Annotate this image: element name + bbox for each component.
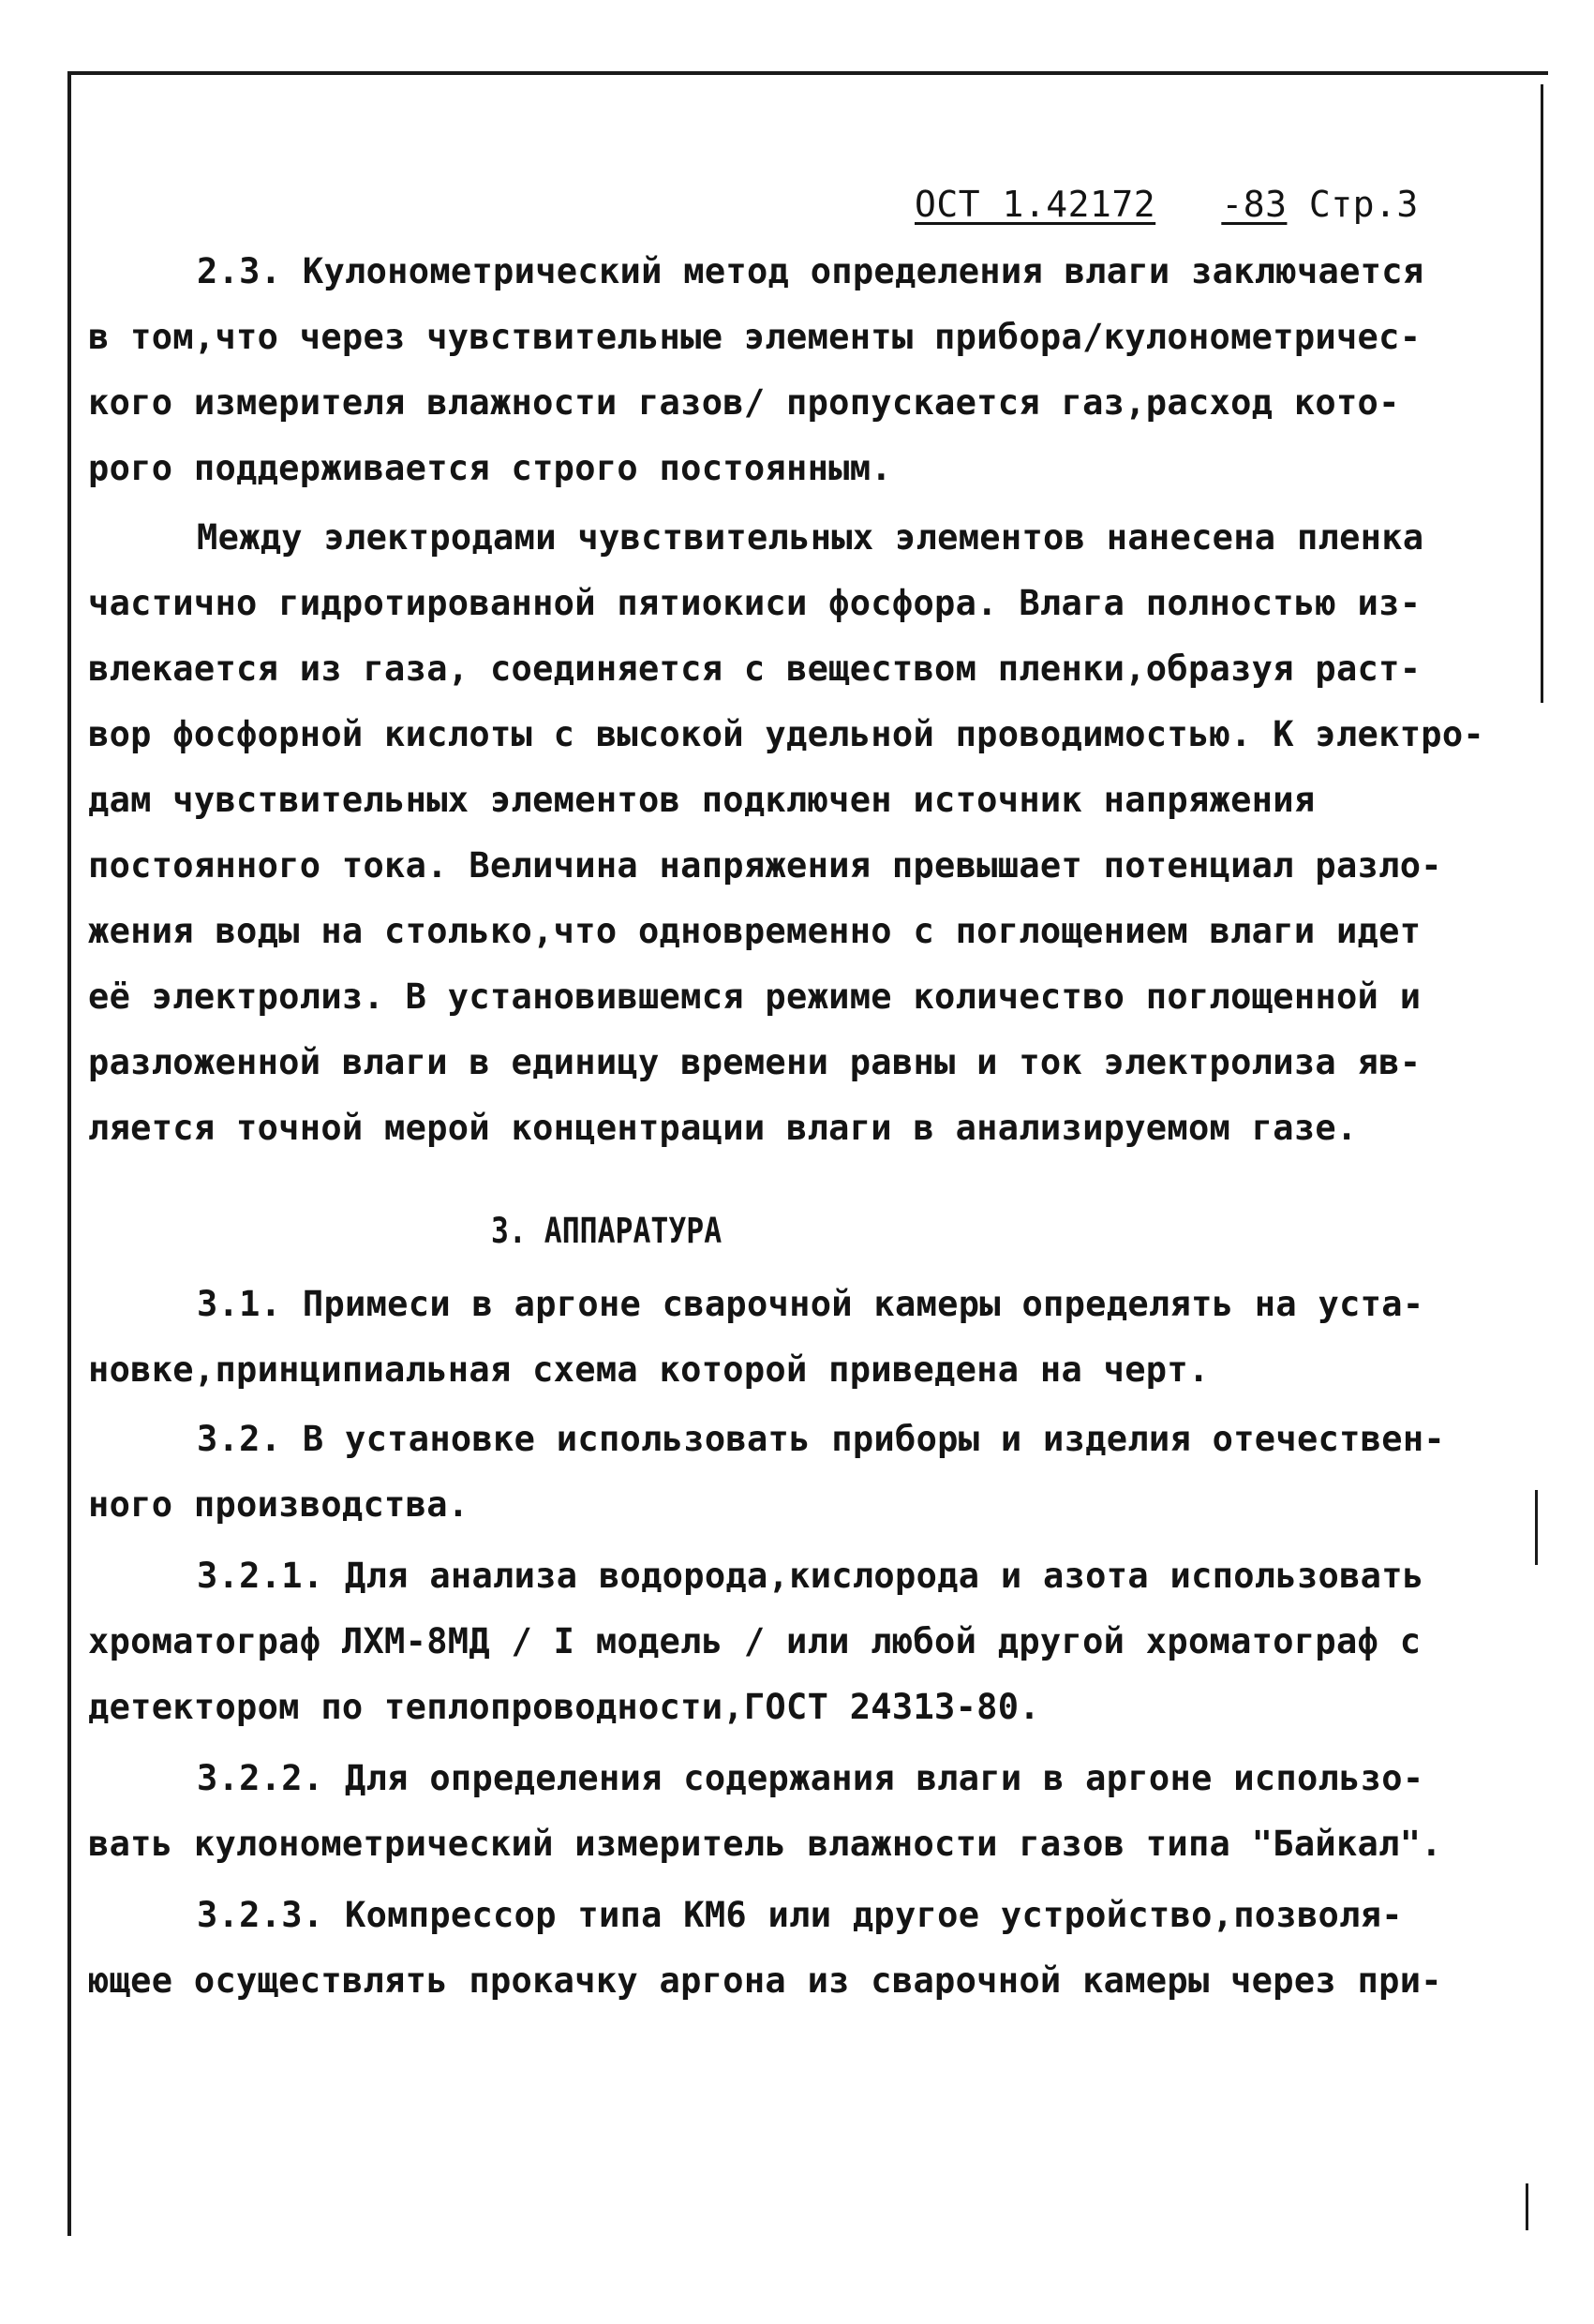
section-heading: 3. АППАРАТУРА [491,1211,723,1251]
text-line: детектором по теплопроводности,ГОСТ 24313-80. [88,1687,1040,1727]
text-line: разложенной влаги в единицу времени равны и ток электролиза яв- [88,1042,1422,1082]
text-line: влекается из газа, соединяется с веществом пленки,образуя раст- [88,648,1422,689]
page-frame-right-mark [1535,1490,1538,1565]
text-line: в том,что через чувствительные элементы прибора/кулонометричес- [88,317,1422,357]
text-line: Между электродами чувствительных элементов нанесена пленка [197,517,1424,558]
text-line: 3.2.1. Для анализа водорода,кислорода и азота использовать [197,1556,1424,1596]
text-line: 3.1. Примеси в аргоне сварочной камеры определять на уста- [197,1284,1424,1324]
text-line: 3.2.2. Для определения содержания влаги в аргоне использо- [197,1758,1424,1798]
text-line: постоянного тока. Величина напряжения превышает потенциал разло- [88,845,1442,886]
text-line: дам чувствительных элементов подключен источник напряжения [88,780,1316,820]
text-line: частично гидротированной пятиокиси фосфора. Влага полностью из- [88,583,1422,623]
page-header [915,184,1419,225]
text-line: вать кулонометрический измеритель влажности газов типа "Байкал". [88,1824,1442,1864]
document-year: -83 [1221,184,1288,225]
page-frame-right-bottom [1526,2183,1528,2230]
text-line: ного производства. [88,1484,469,1525]
page-frame-right [1541,84,1543,703]
text-line: её электролиз. В установившемся режиме количество поглощенной и [88,976,1422,1017]
text-line: 3.2. В установке использовать приборы и изделия отечествен- [197,1419,1445,1459]
text-line: ляется точной мерой концентрации влаги в анализируемом газе. [88,1108,1358,1148]
text-line: 3.2.3. Компрессор типа КМ6 или другое устройство,позволя- [197,1895,1403,1935]
document-code: ОСТ 1.42172 [915,184,1156,225]
text-line: жения воды на столько,что одновременно с поглощением влаги идет [88,911,1422,951]
text-line: вор фосфорной кислоты с высокой удельной проводимостью. К электро- [88,714,1485,754]
text-line: 2.3. Кулонометрический метод определения влаги заключается [197,251,1424,291]
text-line: новке,принципиальная схема которой приведена на черт. [88,1349,1210,1390]
page-frame-left [67,71,71,2236]
text-line: ющее осуществлять прокачку аргона из сварочной камеры через при- [88,1960,1442,2001]
text-line: кого измерителя влажности газов/ пропускается газ,расход кото- [88,382,1400,423]
text-line: хроматограф ЛХМ-8МД / I модель / или любой другой хроматограф с [88,1621,1422,1661]
page-number: 3 [1396,184,1419,225]
text-line: рого поддерживается строго постоянным. [88,448,892,488]
page-label: Стр. [1308,184,1397,225]
page-frame-top [67,71,1548,75]
